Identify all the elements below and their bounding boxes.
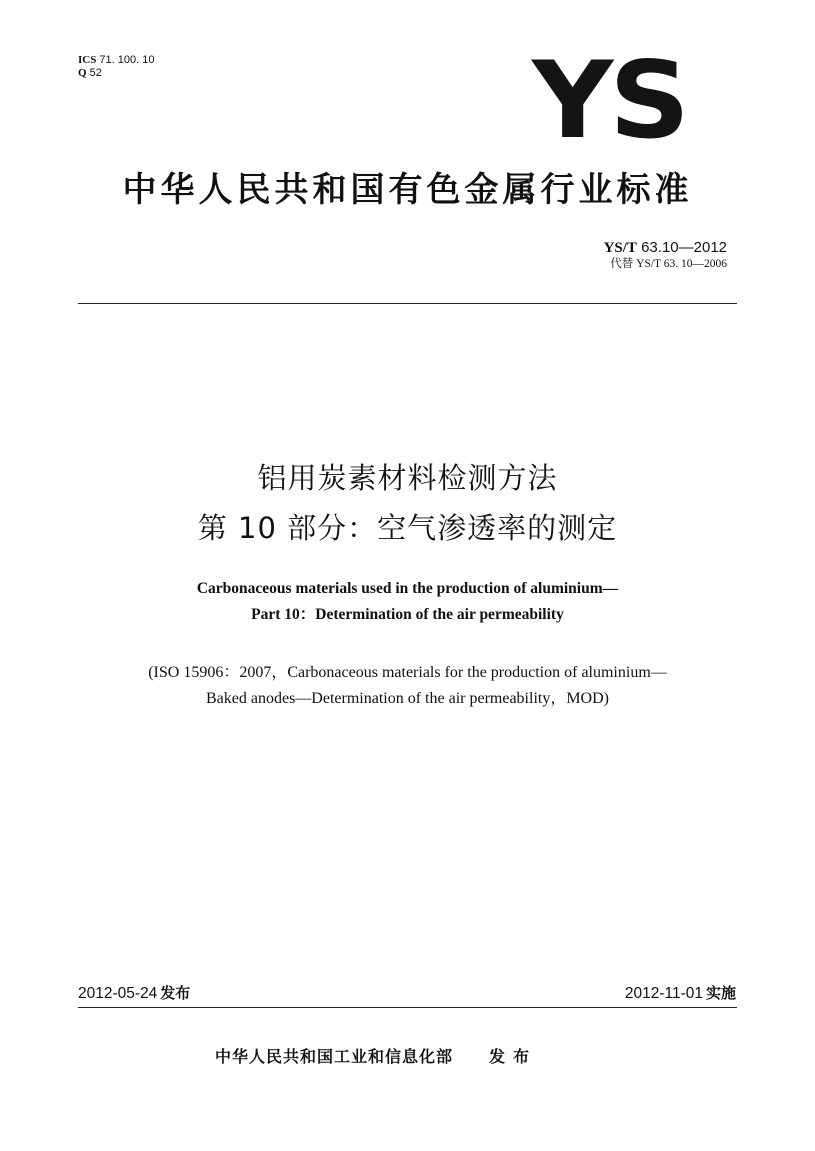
- classification-codes: [78, 54, 154, 80]
- title-en: [0, 576, 815, 628]
- issuer: [215, 1046, 537, 1068]
- issuer-label: 发布: [489, 1047, 538, 1066]
- issuer-name: 中华人民共和国工业和信息化部: [215, 1047, 454, 1066]
- iso-reference: [0, 660, 815, 712]
- org-title: 中华人民共和国有色金属行业标准: [122, 170, 693, 210]
- title-en-line2: Part 10：Determination of the air permeability: [251, 606, 564, 623]
- iso-reference-line1: (ISO 15906：2007，Carbonaceous materials for the production of aluminium—: [148, 664, 667, 681]
- q-code: Q 52: [78, 67, 102, 79]
- standard-number-block: [604, 239, 727, 271]
- iso-reference-line2: Baked anodes—Determination of the air permeability，MOD): [206, 690, 609, 707]
- implement-date: 2012-11-01 实施: [624, 984, 736, 1002]
- ics-code: ICS 71. 100. 10: [78, 54, 155, 66]
- ys-logo: YS: [532, 39, 686, 162]
- publish-date: 2012-05-24 发布: [78, 984, 191, 1002]
- header-divider: [78, 303, 737, 304]
- title-en-line1: Carbonaceous materials used in the production of aluminium—: [196, 580, 619, 597]
- title-cn-line2: 第 10 部分：空气渗透率的测定: [197, 511, 618, 545]
- replaces-standard: 代替 YS/T 63. 10—2006: [610, 258, 727, 270]
- title-cn-line1: 铝用炭素材料检测方法: [257, 461, 558, 495]
- standard-number: YS/T 63.10—2012: [603, 239, 727, 256]
- footer-divider: [78, 1007, 737, 1008]
